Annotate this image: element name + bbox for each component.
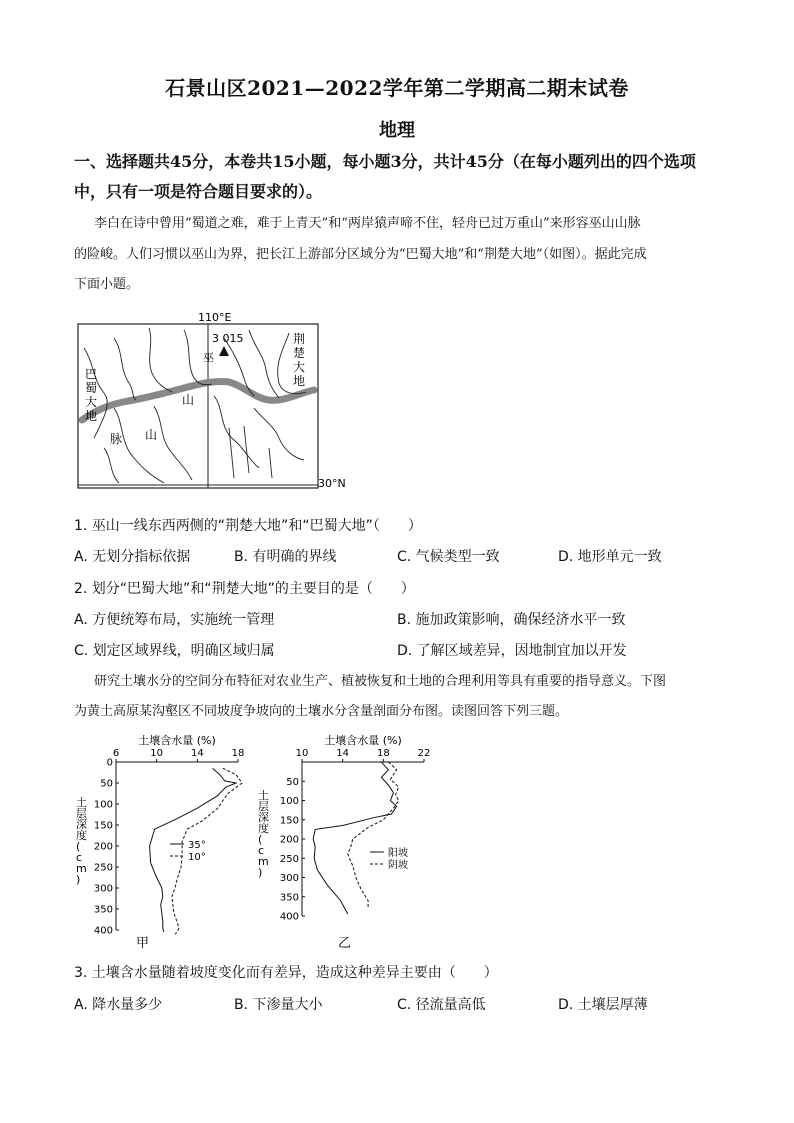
shan-label-2: 山 [145,428,158,442]
chart-1-ytick-1: 100 [279,796,299,807]
svg-text:巴: 巴 [85,367,98,381]
bashu-label [85,367,97,423]
subject-title: 地理 [379,120,415,141]
lon-label: 110°E [198,311,232,324]
passage2-line2: 为黄土高原某沟壑区不同坡度争坡向的土壤水分含量剖面分布图。读图回答下列三题。 [74,704,569,719]
chart-0-xtick-0: 6 [112,748,120,759]
chart-1-series-1 [348,762,399,908]
chart-0-title: 土壤含水量 (%) [138,734,216,747]
chart-0-panel-label: 甲 [136,936,150,950]
svg-text:地: 地 [85,409,98,423]
svg-text:楚: 楚 [293,346,306,360]
chart-1-ytick-4: 250 [279,853,299,865]
soil-chart-yi [250,734,450,950]
chart-1-title: 土壤含水量 (%) [324,734,402,747]
passage1-line1: 李白在诗中曾用“蜀道之难，难于上青天”和“两岸猿声啼不住，轻舟已过万重山”来形容巫山山脉 [94,216,641,231]
chart-0-ytick-8: 400 [93,925,113,937]
chart-1-ytick-7: 400 [279,911,299,923]
q3-option-a[interactable]: A. 降水量多少 [74,997,163,1013]
wu-label: 巫 [203,351,214,364]
chart-0-ytick-2: 100 [93,799,113,811]
q2-option-b[interactable]: B. 施加政策影响，确保经济水平一致 [397,612,626,628]
question-3-stem: 3. 土壤含水量随着坡度变化而有差异，造成这种差异主要由（ ） [74,965,498,981]
q1-option-b[interactable]: B. 有明确的界线 [234,549,337,565]
svg-text:蜀: 蜀 [85,381,98,395]
chart-0-ytick-5: 250 [93,862,113,874]
jingchu-label [293,332,305,388]
q1-option-d[interactable]: D. 地形单元一致 [558,549,662,565]
chart-1-xtick-0: 10 [295,748,309,759]
chart-0-series-1 [172,768,242,934]
q1-option-a[interactable]: A. 无划分指标依据 [74,549,191,565]
peak-icon [219,346,229,356]
exam-title: 石景山区2021—2022学年第二学期高二期末试卷 [165,76,629,100]
chart-1-series-0 [313,762,396,914]
chart-0-xtick-1: 10 [150,748,164,759]
passage1-line3: 下面小题。 [74,277,140,292]
q2-option-a[interactable]: A. 方便统筹布局，实施统一管理 [74,612,275,628]
svg-text:大: 大 [85,395,98,409]
chart-1-xtick-1: 14 [336,748,350,759]
question-1-stem: 1. 巫山一线东西两侧的“荆楚大地”和“巴蜀大地”（ ） [74,518,422,534]
section-heading-line1: 一、选择题共45分，本卷共15小题，每小题3分，共计45分（在每小题列出的四个选项 [74,152,696,171]
soil-chart-jia [70,734,270,950]
chart-0-xtick-3: 18 [231,748,245,759]
chart-0-ytick-1: 50 [100,778,113,790]
chart-0-ytick-0: 0 [106,757,113,769]
chart-0-ylabel: 土层深度( c m ) [76,796,87,886]
chart-1-ytick-2: 150 [279,815,299,827]
svg-text:荆: 荆 [293,332,306,346]
chart-1-xtick-2: 18 [376,748,390,759]
passage2-line1: 研究土壤水分的空间分布特征对农业生产、植被恢复和土地的合理利用等具有重要的指导意义。下图 [94,674,667,689]
q3-option-c[interactable]: C. 径流量高低 [397,997,486,1013]
q2-option-d[interactable]: D. 了解区域差异，因地制宜加以开发 [397,643,627,659]
question-2-stem: 2. 划分“巴蜀大地”和“荆楚大地”的主要目的是（ ） [74,581,415,597]
chart-0-legend-label-1: 10° [188,852,206,863]
chart-1-xtick-3: 22 [417,748,431,759]
lat-label: 30°N [318,477,346,490]
chart-1-legend-label-0: 阳坡 [388,848,408,859]
peak-elevation: 3 015 [212,332,244,345]
chart-1-ytick-6: 350 [279,892,299,904]
chart-1-legend-label-1: 阴坡 [388,860,408,871]
mai-label: 脉 [110,432,123,446]
shan-label-1: 山 [182,393,195,407]
chart-0-ytick-6: 300 [93,883,113,895]
chart-0-ytick-4: 200 [93,841,113,853]
chart-0-xtick-2: 14 [190,748,204,759]
q3-option-b[interactable]: B. 下渗量大小 [234,997,323,1013]
chart-1-ylabel: 土层深度( c m ) [258,789,269,879]
chart-0-ytick-7: 350 [93,904,113,916]
chart-1-ytick-5: 300 [279,873,299,884]
chart-1-panel-label: 乙 [338,936,352,950]
svg-text:大: 大 [293,360,306,374]
chart-1-ytick-0: 50 [286,776,299,788]
chart-1-ytick-3: 200 [279,834,299,846]
passage1-line2: 的险峻。人们习惯以巫山为界，把长江上游部分区域分为“巴蜀大地”和“荆楚大地”（如图）。据此完成 [74,247,647,262]
section-heading-line2: 中，只有一项是符合题目要求的）。 [74,182,323,201]
svg-text:地: 地 [293,374,306,388]
chart-0-ytick-3: 150 [93,820,113,832]
q1-option-c[interactable]: C. 气候类型一致 [397,549,500,565]
wushan-map [74,308,364,498]
chart-0-legend-label-0: 35° [188,840,206,851]
q2-option-c[interactable]: C. 划定区域界线，明确区域归属 [74,643,275,659]
q3-option-d[interactable]: D. 土壤层厚薄 [558,997,648,1013]
